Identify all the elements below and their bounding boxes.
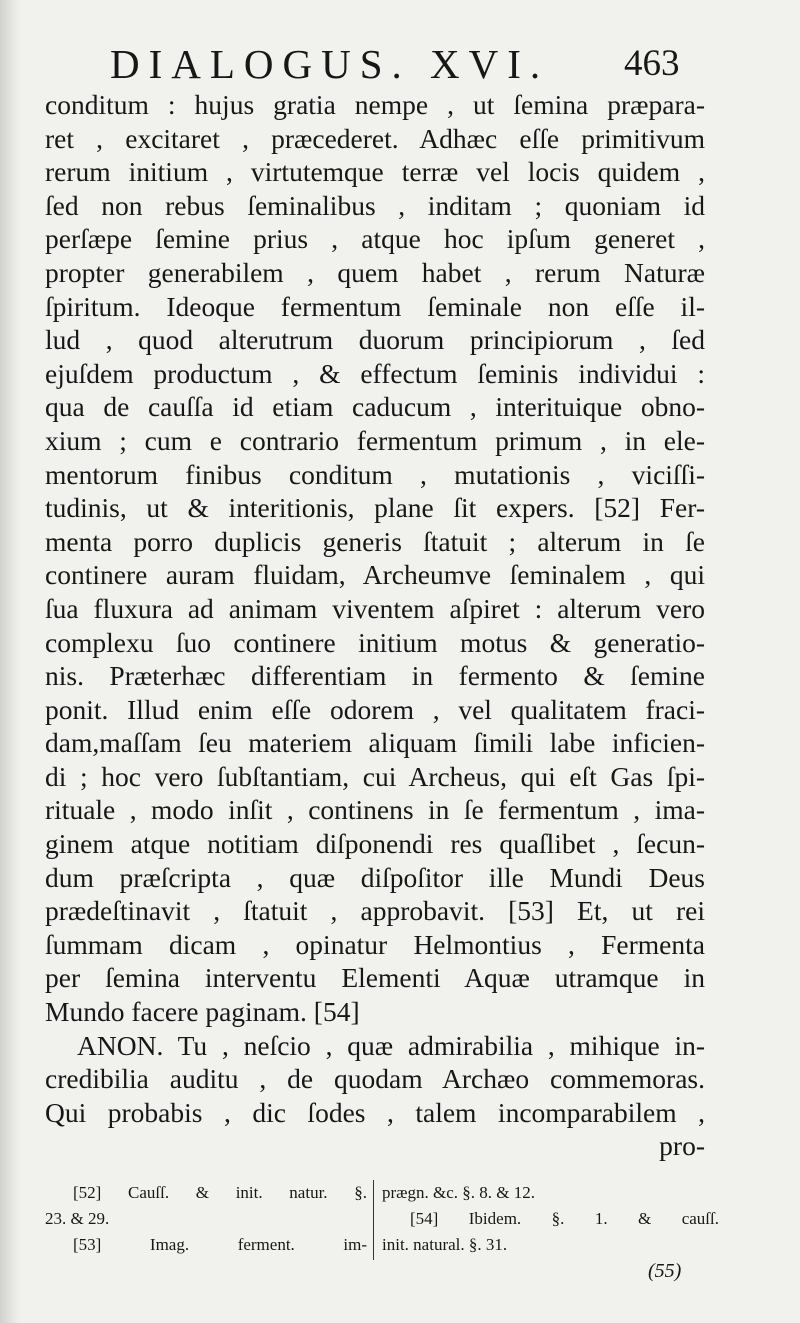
main-text-block (45, 88, 705, 1163)
text-line: propter generabilem , quem habet , rerum Naturæ (45, 256, 705, 288)
text-line: ſummam dicam , opinatur Helmontius , Fermenta (45, 928, 705, 960)
text-line: dam,maſſam ſeu materiem aliquam ſimili labe inficien- (45, 727, 705, 759)
footnote-line: prægn. &c. §. 8. & 12. (382, 1183, 535, 1202)
running-header (110, 40, 710, 86)
text-line: conditum : hujus gratia nempe , ut ſemina præpara- (45, 89, 705, 120)
text-line: complexu ſuo continere initium motus & generatio- (45, 626, 705, 658)
page-gutter-shadow (0, 0, 20, 1323)
text-line: continere auram fluidam, Archeumve ſeminalem , qui (45, 559, 705, 591)
text-line: Qui probabis , dic ſodes , talem incomparabilem , (45, 1096, 705, 1128)
text-line: xium ; cum e contrario fermentum primum , in ele- (45, 424, 705, 456)
signature-mark: (55) (648, 1260, 682, 1282)
running-title: DIALOGUS. XVI. (110, 41, 550, 87)
footnote-column-right (373, 1180, 719, 1260)
text-line: qua de cauſſa id etiam caducum , interituique obno- (45, 391, 705, 423)
text-line: di ; hoc vero ſubſtantiam, cui Archeus, qui eſt Gas ſpi- (45, 760, 705, 792)
text-line: per ſemina interventu Elementi Aquæ utramque in (45, 962, 705, 994)
page-number: 463 (624, 43, 680, 84)
text-line: ginem atque notitiam diſponendi res quaſlibet , ſecun- (45, 828, 705, 860)
catchword: pro- (659, 1130, 705, 1162)
footnote-column-left (45, 1180, 367, 1258)
text-line: tudinis, ut & interitionis, plane ſit expers. [52] Fer- (45, 492, 705, 524)
text-line: perſæpe ſemine prius , atque hoc ipſum generet , (45, 223, 705, 255)
text-line: rituale , modo inſit , continens in ſe fermentum , ima- (45, 794, 705, 826)
footnote-line: [52] Cauſſ. & init. natur. §. (73, 1183, 367, 1202)
text-line: ret , excitaret , præcederet. Adhæc eſſe primitivum (45, 122, 705, 154)
text-line: prædeſtinavit , ſtatuit , approbavit. [53] Et, ut rei (45, 895, 705, 927)
text-line: mentorum finibus conditum , mutationis , viciſſi- (45, 458, 705, 490)
text-line: menta porro duplicis generis ſtatuit ; alterum in ſe (45, 525, 705, 557)
footnotes (45, 1180, 719, 1260)
text-line: nis. Præterhæc differentiam in fermento & ſemine (45, 660, 705, 692)
text-line: Mundo facere paginam. [54] (45, 996, 360, 1028)
footnote-line: 23. & 29. (45, 1209, 110, 1228)
text-line: ſpiritum. Ideoque fermentum ſeminale non eſſe il- (45, 290, 705, 322)
text-line: credibilia auditu , de quodam Archæo commemoras. (45, 1063, 705, 1095)
text-line: rerum initium , virtutemque terræ vel locis quidem , (45, 156, 705, 188)
text-line: ſua fluxura ad animam viventem aſpiret : alterum vero (45, 592, 705, 624)
footnote-line: [54] Ibidem. §. 1. & cauſſ. (410, 1209, 719, 1228)
text-line-speaker: ANON. Tu , neſcio , quæ admirabilia , mihique in- (77, 1029, 705, 1061)
text-line: ſed non rebus ſeminalibus , inditam ; quoniam id (45, 189, 705, 221)
footnote-line: init. natural. §. 31. (382, 1235, 508, 1254)
footnote-line: [53] Imag. ferment. im- (73, 1235, 367, 1254)
text-line: ponit. Illud enim eſſe odorem , vel qualitatem fraci- (45, 693, 705, 725)
text-line: ejuſdem productum , & effectum ſeminis individui : (45, 357, 705, 389)
text-line: lud , quod alterutrum duorum principiorum , ſed (45, 324, 705, 356)
text-line: dum præſcripta , quæ diſpoſitor ille Mundi Deus (45, 861, 705, 893)
